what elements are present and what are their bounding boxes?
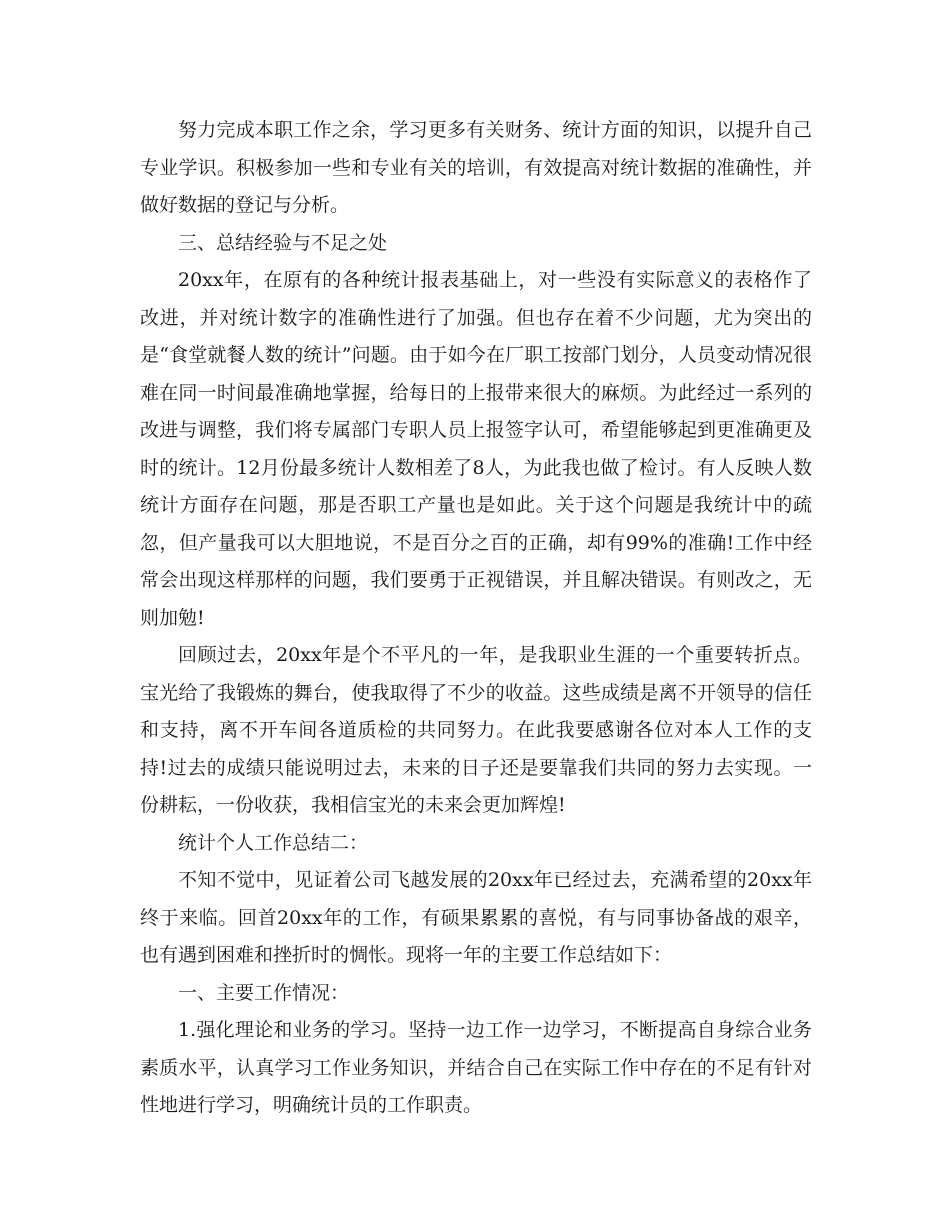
paragraph-review: 回顾过去，20xx年是个不平凡的一年，是我职业生涯的一个重要转折点。宝光给了我锻炼的舞台，使我取得了不少的收益。这些成绩是离不开领导的信任和支持，离不开车间各道质检的共同努力。在此我要感谢各位对本人工作的支持!过去的成绩只能说明过去，未来的日子还是要靠我们共同的努力去实现。一份耕耘，一份收获，我相信宝光的未来会更加辉煌!: [140, 644, 812, 816]
paragraph-study: 努力完成本职工作之余，学习更多有关财务、统计方面的知识，以提升自己专业学识。积极参加一些和专业有关的培训，有效提高对统计数据的准确性，并做好数据的登记与分析。: [140, 119, 812, 216]
paragraph-statistics-improvement: 20xx年，在原有的各种统计报表基础上，对一些没有实际意义的表格作了改进，并对统计数字的准确性进行了加强。但也存在着不少问题，尤为突出的是“食堂就餐人数的统计”问题。由于如今在厂职工按部门划分，人员变动情况很难在同一时间最准确地掌握，给每日的上报带来很大的麻烦。为此经过一系列的改进与调整，我们将专属部门专职人员上报签字认可，希望能够起到更准确更及时的统计。12月份最多统计人数相差了8人，为此我也做了检讨。有人反映人数统计方面存在问题，那是否职工产量也是如此。关于这个问题是我统计中的疏忽，但产量我可以大胆地说，不是百分之百的正确，却有99%的准确!工作中经常会出现这样那样的问题，我们要勇于正视错误，并且解决错误。有则改之，无则加勉!: [140, 269, 812, 629]
paragraph-introduction: 不知不觉中，见证着公司飞越发展的20xx年已经过去，充满希望的20xx年终于来临。回首20xx年的工作，有硕果累累的喜悦，有与同事协备战的艰辛，也有遇到困难和挫折时的惆怅。现将一年的主要工作总结如下：: [140, 869, 812, 966]
section-heading-summary-two: 统计个人工作总结二：: [178, 831, 369, 854]
section-heading-summary: 三、总结经验与不足之处: [178, 231, 388, 254]
paragraph-theory-study: 1.强化理论和业务的学习。坚持一边工作一边学习，不断提高自身综合业务素质水平，认真学习工作业务知识，并结合自己在实际工作中存在的不足有针对性地进行学习，明确统计员的工作职责。: [140, 1019, 812, 1116]
document-body: [140, 112, 812, 1125]
section-heading-main-work: 一、主要工作情况：: [178, 981, 350, 1004]
